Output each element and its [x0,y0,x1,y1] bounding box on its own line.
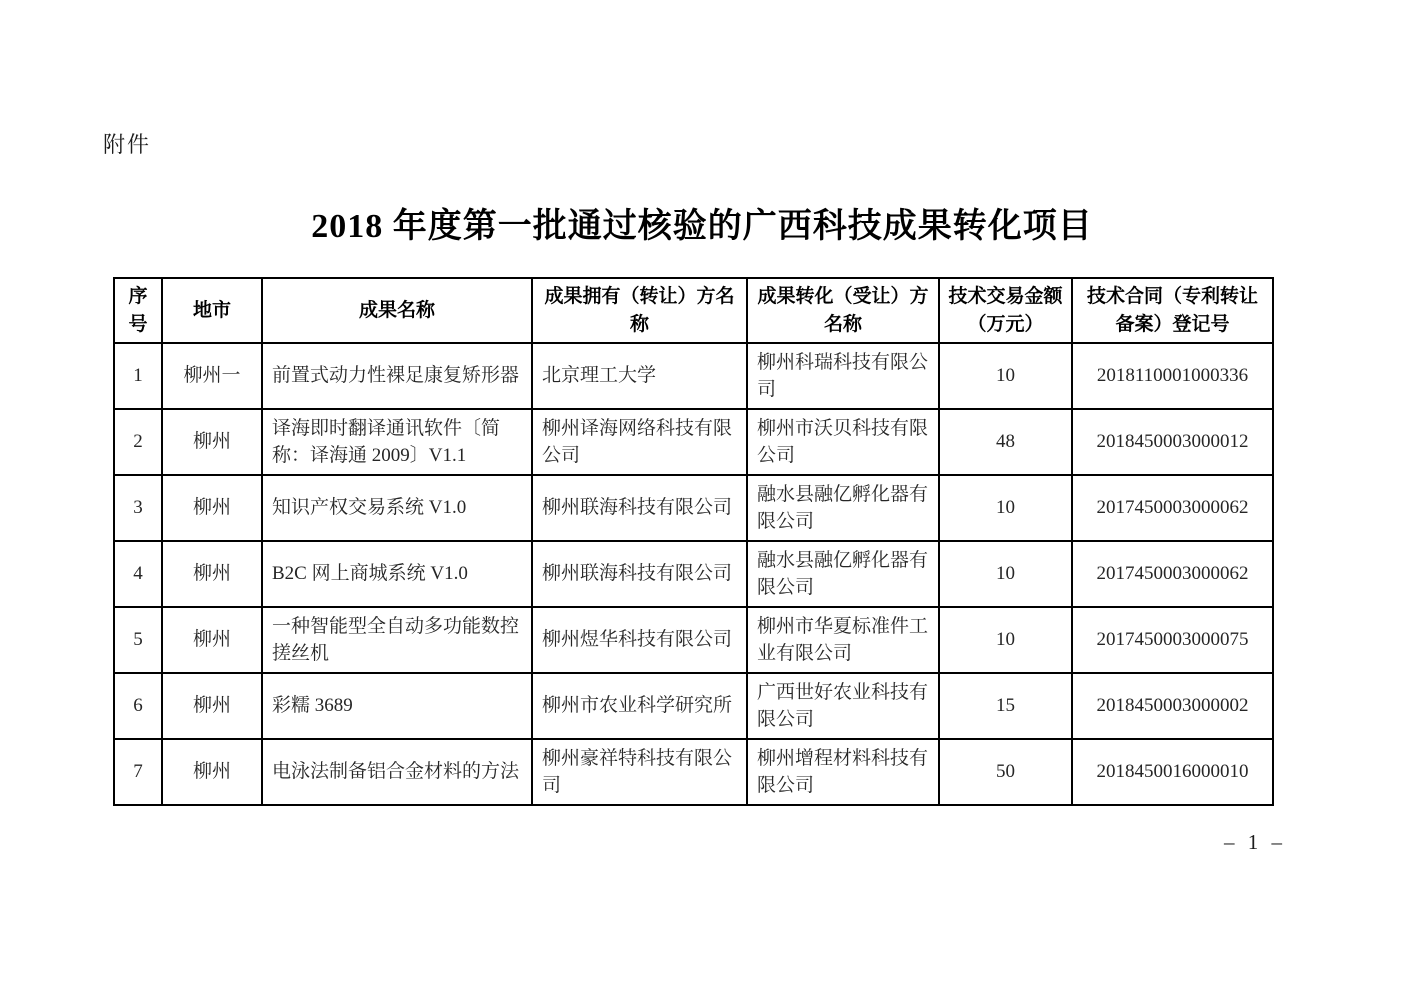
table-row [114,475,1273,541]
cell-city: 柳州 [162,409,262,475]
page-title: 2018 年度第一批通过核验的广西科技成果转化项目 [311,208,1093,245]
col-header-city: 地市 [162,278,262,343]
cell-seq: 3 [114,475,162,541]
cell-seq: 1 [114,343,162,409]
cell-seq: 4 [114,541,162,607]
cell-transferee: 融水县融亿孵化器有限公司 [747,475,939,541]
table-row [114,607,1273,673]
cell-registration: 2017450003000075 [1072,607,1273,673]
cell-owner: 柳州译海网络科技有限公司 [532,409,747,475]
cell-achievement: B2C 网上商城系统 V1.0 [262,541,532,607]
cell-owner: 柳州市农业科学研究所 [532,673,747,739]
cell-city: 柳州 [162,475,262,541]
cell-owner: 柳州联海科技有限公司 [532,475,747,541]
table-row [114,739,1273,805]
col-header-owner: 成果拥有（转让）方名称 [532,278,747,343]
cell-transferee: 柳州市华夏标准件工业有限公司 [747,607,939,673]
results-table [113,277,1274,806]
cell-seq: 7 [114,739,162,805]
cell-amount: 10 [939,343,1072,409]
cell-transferee: 融水县融亿孵化器有限公司 [747,541,939,607]
cell-transferee: 柳州科瑞科技有限公司 [747,343,939,409]
page-number: – 1 – [1224,830,1286,854]
cell-achievement: 彩糯 3689 [262,673,532,739]
table-header-row [114,278,1273,343]
cell-registration: 2017450003000062 [1072,541,1273,607]
col-header-transferee: 成果转化（受让）方名称 [747,278,939,343]
table-row [114,409,1273,475]
cell-registration: 2018110001000336 [1072,343,1273,409]
table-row [114,343,1273,409]
cell-amount: 10 [939,607,1072,673]
cell-owner: 北京理工大学 [532,343,747,409]
cell-registration: 2018450003000012 [1072,409,1273,475]
attachment-label: 附件 [103,132,152,157]
col-header-registration: 技术合同（专利转让备案）登记号 [1072,278,1273,343]
col-header-seq: 序号 [114,278,162,343]
cell-owner: 柳州豪祥特科技有限公司 [532,739,747,805]
cell-registration: 2017450003000062 [1072,475,1273,541]
cell-seq: 6 [114,673,162,739]
table-row [114,673,1273,739]
cell-transferee: 广西世好农业科技有限公司 [747,673,939,739]
cell-city: 柳州 [162,673,262,739]
cell-city: 柳州一 [162,343,262,409]
cell-achievement: 前置式动力性裸足康复矫形器 [262,343,532,409]
cell-transferee: 柳州市沃贝科技有限公司 [747,409,939,475]
cell-seq: 5 [114,607,162,673]
cell-registration: 2018450016000010 [1072,739,1273,805]
cell-achievement: 知识产权交易系统 V1.0 [262,475,532,541]
cell-amount: 50 [939,739,1072,805]
cell-achievement: 电泳法制备铝合金材料的方法 [262,739,532,805]
cell-registration: 2018450003000002 [1072,673,1273,739]
cell-city: 柳州 [162,541,262,607]
cell-owner: 柳州联海科技有限公司 [532,541,747,607]
cell-city: 柳州 [162,607,262,673]
cell-amount: 10 [939,475,1072,541]
cell-amount: 48 [939,409,1072,475]
cell-transferee: 柳州增程材料科技有限公司 [747,739,939,805]
cell-owner: 柳州煜华科技有限公司 [532,607,747,673]
cell-amount: 10 [939,541,1072,607]
cell-city: 柳州 [162,739,262,805]
cell-seq: 2 [114,409,162,475]
table-row [114,541,1273,607]
col-header-amount: 技术交易金额（万元） [939,278,1072,343]
col-header-achievement: 成果名称 [262,278,532,343]
cell-amount: 15 [939,673,1072,739]
cell-achievement: 一种智能型全自动多功能数控搓丝机 [262,607,532,673]
cell-achievement: 译海即时翻译通讯软件〔简称：译海通 2009〕V1.1 [262,409,532,475]
